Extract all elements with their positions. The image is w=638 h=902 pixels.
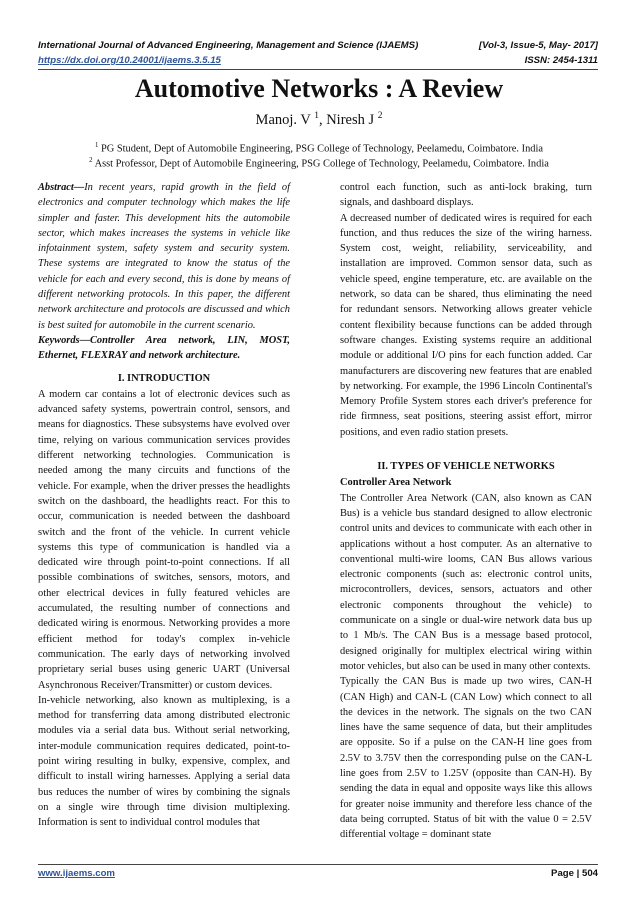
author-1-mark: 1 (314, 111, 319, 121)
author-separator: , (318, 111, 327, 128)
section-heading-introduction: I. INTRODUCTION (117, 372, 211, 384)
keywords: Keywords—Controller Area network, LIN, MOST, Ethernet, FLEXRAY and network architecture. (38, 334, 290, 362)
intro-paragraph-2: In-vehicle networking, also known as multiplexing, is a method for transferring data among distributed electronic modules via a serial data bus. Without serial networking, inter-module communication requires dedicated, point-to-point wiring resulting in bulky, expensive, complex, and difficult to install wiring harnesses. Applying a serial data bus reduces the number of wires by combining the signals on a single wire through time division multiplexing. Information is sent to individual control modules that (38, 694, 290, 829)
author-1: Manoj. V (255, 111, 311, 128)
affiliation-1 (0, 139, 638, 155)
page-footer (38, 868, 598, 880)
intro-paragraph-1: A modern car contains a lot of electronic devices such as advanced safety systems, powertrain control, sensors, and means for diagnostics. These subsystems have evolved over time, relying on various communication services provides different networking technologies. Communication is needed among the many circuits and functions of the vehicle. For example, when the driver presses the headlights switch on the dashboard, the headlights react. For this to occur, communication is needed between the dashboard switch and the front of the vehicle. In current vehicle systems this type of communication is handled via a dedicated wire through point-to-point connections. If all possible combinations of switches, sensors, motors, and other electrical devices in fully featured vehicles are accumulated, the resulting number of connections and dedicated wiring is enormous. Networking provides a more efficient method for today's complex in-vehicle communication. The early days of networking involved proprietary serial buses using generic UART (Universal Asynchronous Receiver/Transmitter) or custom devices. (38, 388, 290, 691)
intro-paragraph-3: control each function, such as anti-lock braking, turn signals, and dashboard displays. (340, 182, 592, 209)
can-paragraph-1: The Controller Area Network (CAN, also known as CAN Bus) is a vehicle bus standard designed to allow electronic control units and devices to communicate with each other in applications without a host computer. As an alternative to conventional multi-wire looms, CAN Bus allows various electronic components (such as: electronic control units, microcontrollers, devices, sensors, actuators and other electronic components throughout the vehicle) to communicate on a single or dual-wire network data bus up to 1 Mb/s. The CAN Bus is a message based protocol, designed originally for multiplex electrical wiring within motor vehicles, but also can be used in many other contexts. (340, 492, 592, 672)
journal-name: International Journal of Advanced Engineering, Management and Science (IJAEMS) (38, 40, 419, 51)
author-line (0, 107, 638, 129)
doi-link[interactable]: https://dx.doi.org/10.24001/ijaems.3.5.15 (38, 55, 221, 66)
journal-website-link[interactable]: www.ijaems.com (38, 868, 115, 879)
left-column (38, 180, 290, 830)
section-heading-types: II. TYPES OF VEHICLE NETWORKS (377, 461, 555, 473)
affiliation-2 (0, 154, 638, 170)
abstract-text: In recent years, rapid growth in the field of electronics and computer technology which makes the life simpler and faster. This development hits the automobile sector, which makes increases the systems in vehicle like infotainment system, safety system and security system. These systems are integrated to know the status of the vehicle for each and every second, this is done by means of different networking protocols. In this paper, the different network architecture and protocols are discussed and which is best suited for automobile in the current scenario. (38, 182, 290, 331)
running-header (38, 40, 598, 52)
abstract-label: Abstract— (38, 182, 85, 193)
header-rule (38, 69, 598, 70)
affiliation-1-text: PG Student, Dept of Automobile Engineering, PSG College of Technology, Peelamedu, Coimbatore. India (101, 143, 543, 155)
volume-info: [Vol-3, Issue-5, May- 2017] (478, 40, 598, 51)
section-gap (340, 440, 592, 452)
affiliation-2-mark: 2 (89, 157, 93, 164)
paper-title: Automotive Networks : A Review (134, 74, 504, 103)
intro-paragraph-4: A decreased number of dedicated wires is required for each function, and thus reduces the size of the wiring harness. System cost, weight, reliability, serviceability, and installation are improved. Common sensor data, such as vehicle speed, engine temperature, etc. are available on the network, so data can be shared, thus eliminating the need for redundant sensors. Networking allows greater vehicle content flexibility because functions can be added through software changes. Existing systems require an additional module or additional I/O pins for each function added. Car manufacturers are discovering new features that are enabled by networking. For example, the 1996 Lincoln Continental's Memory Profile System stores each driver's preference for ride firmness, seat positions, steering assist effort, mirror positions, and even radio station presets. (340, 212, 592, 438)
abstract (38, 180, 290, 333)
footer-rule (38, 864, 598, 865)
page-number: Page | 504 (551, 868, 598, 879)
author-2: Niresh J (326, 111, 375, 128)
running-header-links (38, 55, 598, 67)
affiliation-1-mark: 1 (95, 142, 99, 149)
subsection-heading-can: Controller Area Network (340, 477, 452, 489)
issn: ISSN: 2454-1311 (524, 55, 598, 66)
affiliation-2-text: Asst Professor, Dept of Automobile Engineering, PSG College of Technology, Peelamedu, Coimbatore. India (94, 158, 549, 170)
can-paragraph-2: Typically the CAN Bus is made up two wires, CAN-H (CAN High) and CAN-L (CAN Low) which connect to all the devices in the network. The signals on the two CAN lines have the same sequence of data, but their amplitudes are opposite. So if a pulse on the CAN-H line goes from 2.5V to 3.75V then the corresponding pulse on the CAN-L line goes from 2.5V to 1.25V (opposite than CAN-H). By sending the data in equal and opposite ways like this allows for greater noise immunity and therefore less chance of the data being corrupted. Status of bit with the value 0 = 2.5V differential voltage = dominant state (340, 676, 592, 841)
author-2-mark: 2 (377, 111, 383, 121)
right-column (340, 180, 592, 842)
